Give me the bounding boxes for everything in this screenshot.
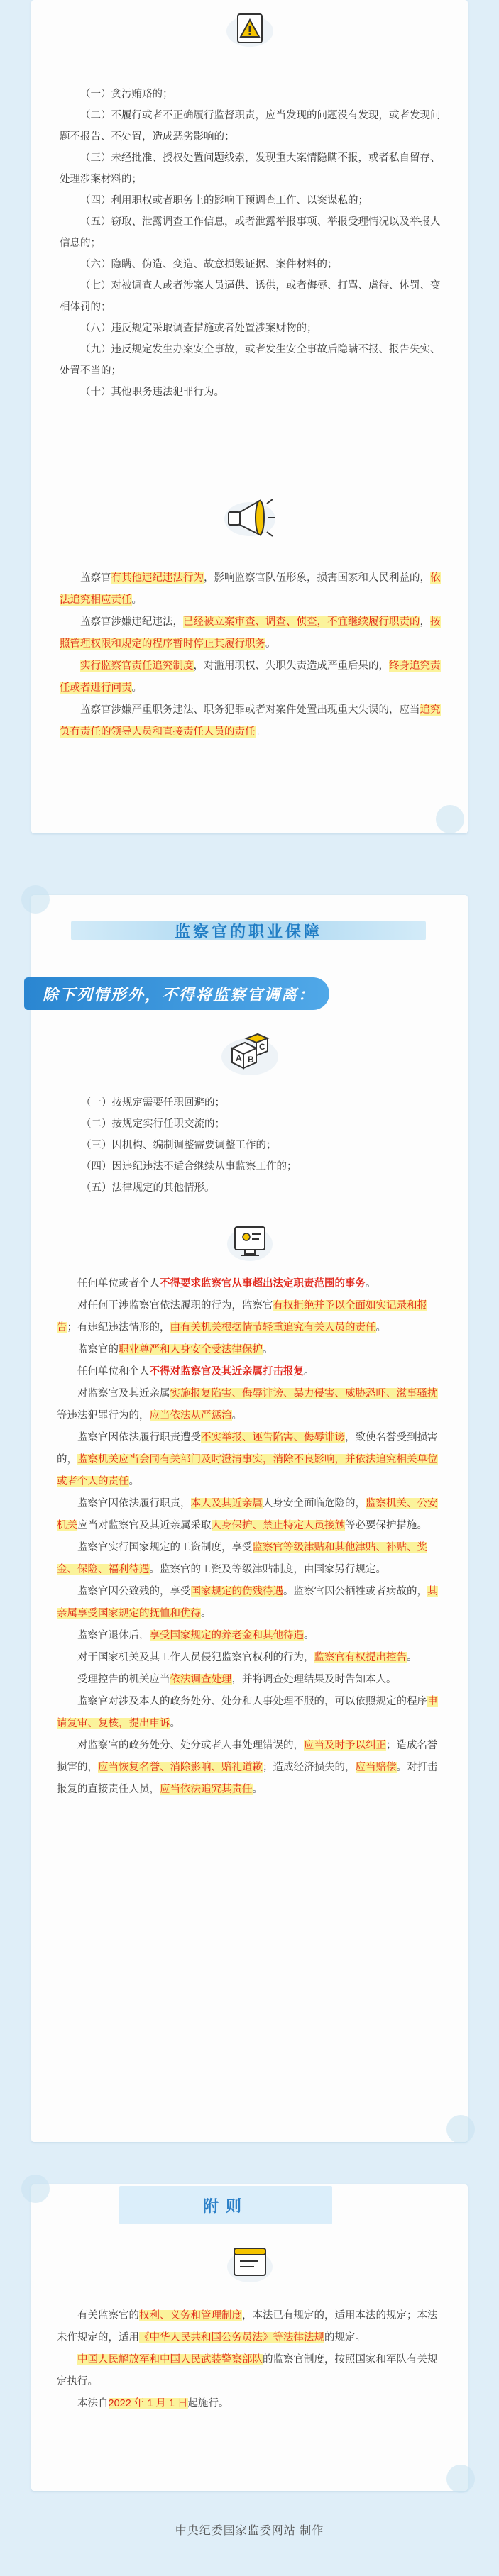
emphasis-text: 监察官等级津贴和其他津贴、补贴、奖金、保险、福利待遇	[57, 1542, 427, 1575]
browser-window-icon	[224, 2241, 275, 2289]
body-text: 监察官实行国家规定的工资制度，享受	[77, 1542, 253, 1553]
emphasis-text: 人身保护、禁止特定人员接触	[211, 1520, 345, 1531]
paragraph	[57, 1493, 440, 1537]
emphasis-text: 实行监察官责任追究制度	[80, 660, 194, 672]
paragraph	[57, 2349, 440, 2393]
emphasis-text: 其亲属享受国家规定的抚恤和优待	[57, 1586, 438, 1619]
body-text: 监察官因依法履行职责，	[77, 1498, 191, 1509]
body-text: 等必要保护措施。	[345, 1520, 427, 1531]
emphasis-text: 监察机关应当会同有关部门及时澄清事实，消除不良影响，并依法追究相关单位或者个人的责任	[57, 1454, 438, 1487]
emphasis-text: 应当恢复名誉、消除影响、赔礼道歉	[98, 1762, 263, 1773]
list-item: （七）对被调查人或者涉案人员逼供、诱供，或者侮辱、打骂、虐待、体罚、变相体罚的；	[60, 280, 441, 313]
protection-paragraphs	[57, 1273, 440, 1801]
list-item: （三）因机构、编制调整需要调整工作的；	[81, 1140, 277, 1151]
exception-list	[81, 1092, 415, 1199]
emphasis-text: 不得要求监察官从事超出法定职责范围的事务	[160, 1278, 366, 1289]
list-item: （六）隐瞒、伪造、变造、故意损毁证据、案件材料的；	[80, 259, 338, 270]
body-text: 监察官退休后，	[77, 1630, 150, 1641]
body-text: 。	[201, 1608, 212, 1619]
body-text: 。监察官的工资及等级津贴制度，由国家另行规定。	[149, 1564, 386, 1575]
body-text: 。	[366, 1278, 376, 1289]
paragraph	[57, 1691, 440, 1735]
body-text: 。	[131, 682, 142, 694]
body-text: 监察官对涉及本人的政务处分、处分和人事处理不服的，可以依照规定的程序	[77, 1696, 427, 1707]
list-item: （九）违反规定发生办案安全事故，或者发生安全事故后隐瞒不报、报告失实、处置不当的；	[60, 344, 441, 377]
body-text: 对任何干涉监察官依法履职的行为，监察官	[77, 1300, 273, 1311]
emphasis-text: 《中华人民共和国公务员法》等法律法规	[139, 2332, 324, 2343]
paragraph	[57, 1581, 440, 1625]
body-text: 的监察官制度，按照国家和军队有关规定执行。	[57, 2354, 438, 2387]
paragraph	[57, 1669, 440, 1691]
emphasis-text: 依法追究相应责任	[60, 572, 441, 606]
emphasis-text: 本人及其近亲属	[190, 1498, 263, 1509]
body-text: 。	[252, 1784, 263, 1795]
svg-text:C: C	[258, 1042, 265, 1052]
body-text: 。	[263, 1344, 273, 1355]
paragraph	[57, 1625, 440, 1647]
emphasis-text: 职业尊严和人身安全受法律保护	[119, 1344, 263, 1355]
emphasis-text: 权利、义务和管理制度	[139, 2310, 242, 2321]
violation-list	[60, 84, 443, 403]
list-item: （一）贪污贿赂的；	[80, 89, 173, 100]
svg-text:B: B	[247, 1055, 254, 1065]
body-text: ；造成经济损失的，	[263, 1762, 356, 1773]
list-item: （三）未经批准、授权处置问题线索，发现重大案情隐瞒不报，或者私自留存、处理涉案材料的；	[60, 152, 441, 185]
body-text: 本法自	[77, 2398, 109, 2409]
body-text: 。	[304, 1366, 314, 1377]
list-item: （五）法律规定的其他情形。	[81, 1182, 215, 1194]
list-item: （八）违反规定采取调查措施或者处置涉案财物的；	[80, 323, 317, 334]
list-item: （一）按规定需要任职回避的；	[81, 1097, 225, 1109]
emphasis-text: 追究负有责任的领导人员和直接责任人员的责任	[60, 704, 441, 738]
emphasis-text: 应当赔偿	[355, 1762, 397, 1773]
emphasis-text: 国家规定的伤残待遇	[190, 1586, 283, 1597]
emphasis-text: 不得对监察官及其近亲属打击报复	[149, 1366, 304, 1377]
body-text: 监察官涉嫌严重职务违法、职务犯罪或者对案件处置出现重大失误的，应当	[80, 704, 420, 716]
emphasis-text: 由有关机关根据情节轻重追究有关人员的责任	[170, 1322, 376, 1333]
body-text: 任何单位和个人	[77, 1366, 150, 1377]
emphasis-text: 依法调查处理	[170, 1674, 232, 1685]
list-item: （五）窃取、泄露调查工作信息，或者泄露举报事项、举报受理情况以及举报人信息的；	[60, 216, 441, 249]
body-text: 等违法犯罪行为的，	[57, 1410, 150, 1421]
body-text: 。	[170, 1718, 180, 1729]
body-text: 。	[304, 1630, 314, 1641]
section-title-banner	[71, 915, 426, 946]
paragraph	[57, 1295, 440, 1339]
body-text: ，并将调查处理结果及时告知本人。	[231, 1674, 397, 1685]
body-text: ，致使名誉受到损害的，	[57, 1432, 438, 1465]
body-text: 。对打击报复的直接责任人员，	[57, 1762, 438, 1795]
paragraph	[57, 1273, 440, 1295]
body-text: 监察官因公致残的，享受	[77, 1586, 191, 1597]
emphasis-text: 有权拒绝并予以全面如实记录和报告	[57, 1300, 427, 1333]
body-text: 。	[407, 1652, 417, 1663]
emphasis-text: 实施报复陷害、侮辱诽谤、暴力侵害、威胁恐吓、滋事骚扰	[170, 1388, 438, 1399]
body-text: ；有违纪违法情形的，	[67, 1322, 170, 1333]
paragraph	[60, 655, 443, 699]
body-text: 任何单位或者个人	[77, 1278, 160, 1289]
emphasis-text: 申请复审、复核，提出申诉	[57, 1696, 438, 1729]
paragraph	[60, 699, 443, 743]
emphasis-text: 中国人民解放军和中国人民武装警察部队	[77, 2354, 263, 2365]
paragraph	[57, 1537, 440, 1581]
emphasis-text: 应当依法从严惩治	[149, 1410, 232, 1421]
document-warning-icon	[225, 10, 275, 53]
content-card-responsibility	[31, 0, 468, 833]
megaphone-icon	[221, 489, 278, 543]
list-item: （十）其他职务违法犯罪行为。	[80, 387, 224, 398]
computer-icon	[225, 1217, 275, 1267]
body-text: 应当对监察官及其近亲属采取	[77, 1520, 212, 1531]
list-item: （二）不履行或者不正确履行监督职责，应当发现的问题没有发现，或者发现问题不报告、不处置，造成恶劣影响的；	[60, 110, 441, 143]
body-text: 人身安全面临危险的，	[263, 1498, 366, 1509]
paragraph	[60, 567, 443, 611]
body-text: 。监察官因公牺牲或者病故的，	[283, 1586, 427, 1597]
body-text: 有关监察官的	[77, 2310, 139, 2321]
body-text: 监察官因依法履行职责遭受	[77, 1432, 201, 1443]
body-text: 的规定。	[324, 2332, 366, 2343]
paragraph	[57, 2305, 440, 2349]
body-text: 对于国家机关及其工作人员侵犯监察官权利的行为，	[77, 1652, 314, 1663]
body-text: ，对滥用职权、失职失责造成严重后果的，	[193, 660, 389, 672]
decorative-dot	[21, 2175, 50, 2203]
list-item: （四）利用职权或者职务上的影响干预调查工作、以案谋私的；	[80, 195, 368, 206]
decorative-dot	[436, 805, 464, 833]
body-text: 起施行。	[187, 2398, 229, 2409]
body-text: 受理控告的机关应当	[77, 1674, 170, 1685]
emphasis-text: 有其他违纪违法行为	[111, 572, 204, 584]
decorative-dot	[446, 2465, 475, 2493]
emphasis-text: 已经被立案审查、调查、侦查，不宜继续履行职责的	[183, 616, 420, 628]
emphasis-text: 2022 年 1 月 1 日	[108, 2398, 188, 2409]
body-text: 。	[265, 638, 276, 650]
body-text: 监察官涉嫌违纪违法，	[80, 616, 183, 628]
footer-credit: 中央纪委国家监委网站 制作	[175, 2525, 324, 2537]
body-text: ；造成名誉损害的，	[57, 1740, 438, 1773]
subsection-title: 除下列情形外，不得将监察官调离：	[43, 985, 316, 1004]
subsection-banner	[24, 977, 329, 1010]
paragraph	[57, 2393, 440, 2415]
body-text: 监察官的	[77, 1344, 119, 1355]
abc-blocks-icon	[218, 1027, 282, 1082]
body-text: 对监察官的政务处分、处分或者人事处理错误的，	[77, 1740, 304, 1751]
emphasis-text: 按照管理权限和规定的程序暂时停止其履行职务	[60, 616, 441, 650]
emphasis-text: 监察机关、公安机关	[57, 1498, 438, 1531]
emphasis-text: 享受国家规定的养老金和其他待遇	[149, 1630, 304, 1641]
body-text: 对监察官及其近亲属	[77, 1388, 170, 1399]
paragraph	[57, 1339, 440, 1361]
emphasis-text: 不实举报、诬告陷害、侮辱诽谤	[201, 1432, 345, 1443]
section-title-banner	[119, 2186, 332, 2224]
paragraph	[57, 1383, 440, 1427]
body-text: 。	[375, 1322, 386, 1333]
body-text: ，本法已有规定的，适用本法的规定；本法未作规定的，适用	[57, 2310, 438, 2343]
svg-text:A: A	[235, 1053, 242, 1063]
list-item: （四）因违纪违法不适合继续从事监察工作的；	[81, 1161, 297, 1172]
emphasis-text: 监察官有权提出控告	[314, 1652, 407, 1663]
emphasis-text: 终身追究责任或者进行问责	[60, 660, 441, 694]
section-title: 附则	[202, 2197, 248, 2215]
body-text: ，	[420, 616, 430, 628]
body-text: 。	[128, 1476, 139, 1487]
decorative-dot	[446, 2115, 475, 2143]
paragraph	[57, 1735, 440, 1801]
emphasis-text: 应当依法追究其责任	[160, 1784, 253, 1795]
body-text: 监察官	[80, 572, 111, 584]
section-title: 监察官的职业保障	[174, 922, 322, 940]
paragraph	[57, 1361, 440, 1383]
body-text: ，影响监察官队伍形象，损害国家和人民利益的，	[204, 572, 430, 584]
emphasis-text: 应当及时予以纠正	[304, 1740, 386, 1751]
paragraph	[57, 1647, 440, 1669]
body-text: 。	[255, 726, 265, 738]
paragraph	[57, 1427, 440, 1493]
paragraph	[60, 611, 443, 655]
supplementary-paragraphs	[57, 2305, 440, 2415]
body-text: 。	[131, 594, 142, 606]
body-text: 。	[231, 1410, 242, 1421]
responsibility-paragraphs	[60, 567, 443, 743]
decorative-dot	[21, 885, 50, 914]
list-item: （二）按规定实行任职交流的；	[81, 1118, 225, 1130]
